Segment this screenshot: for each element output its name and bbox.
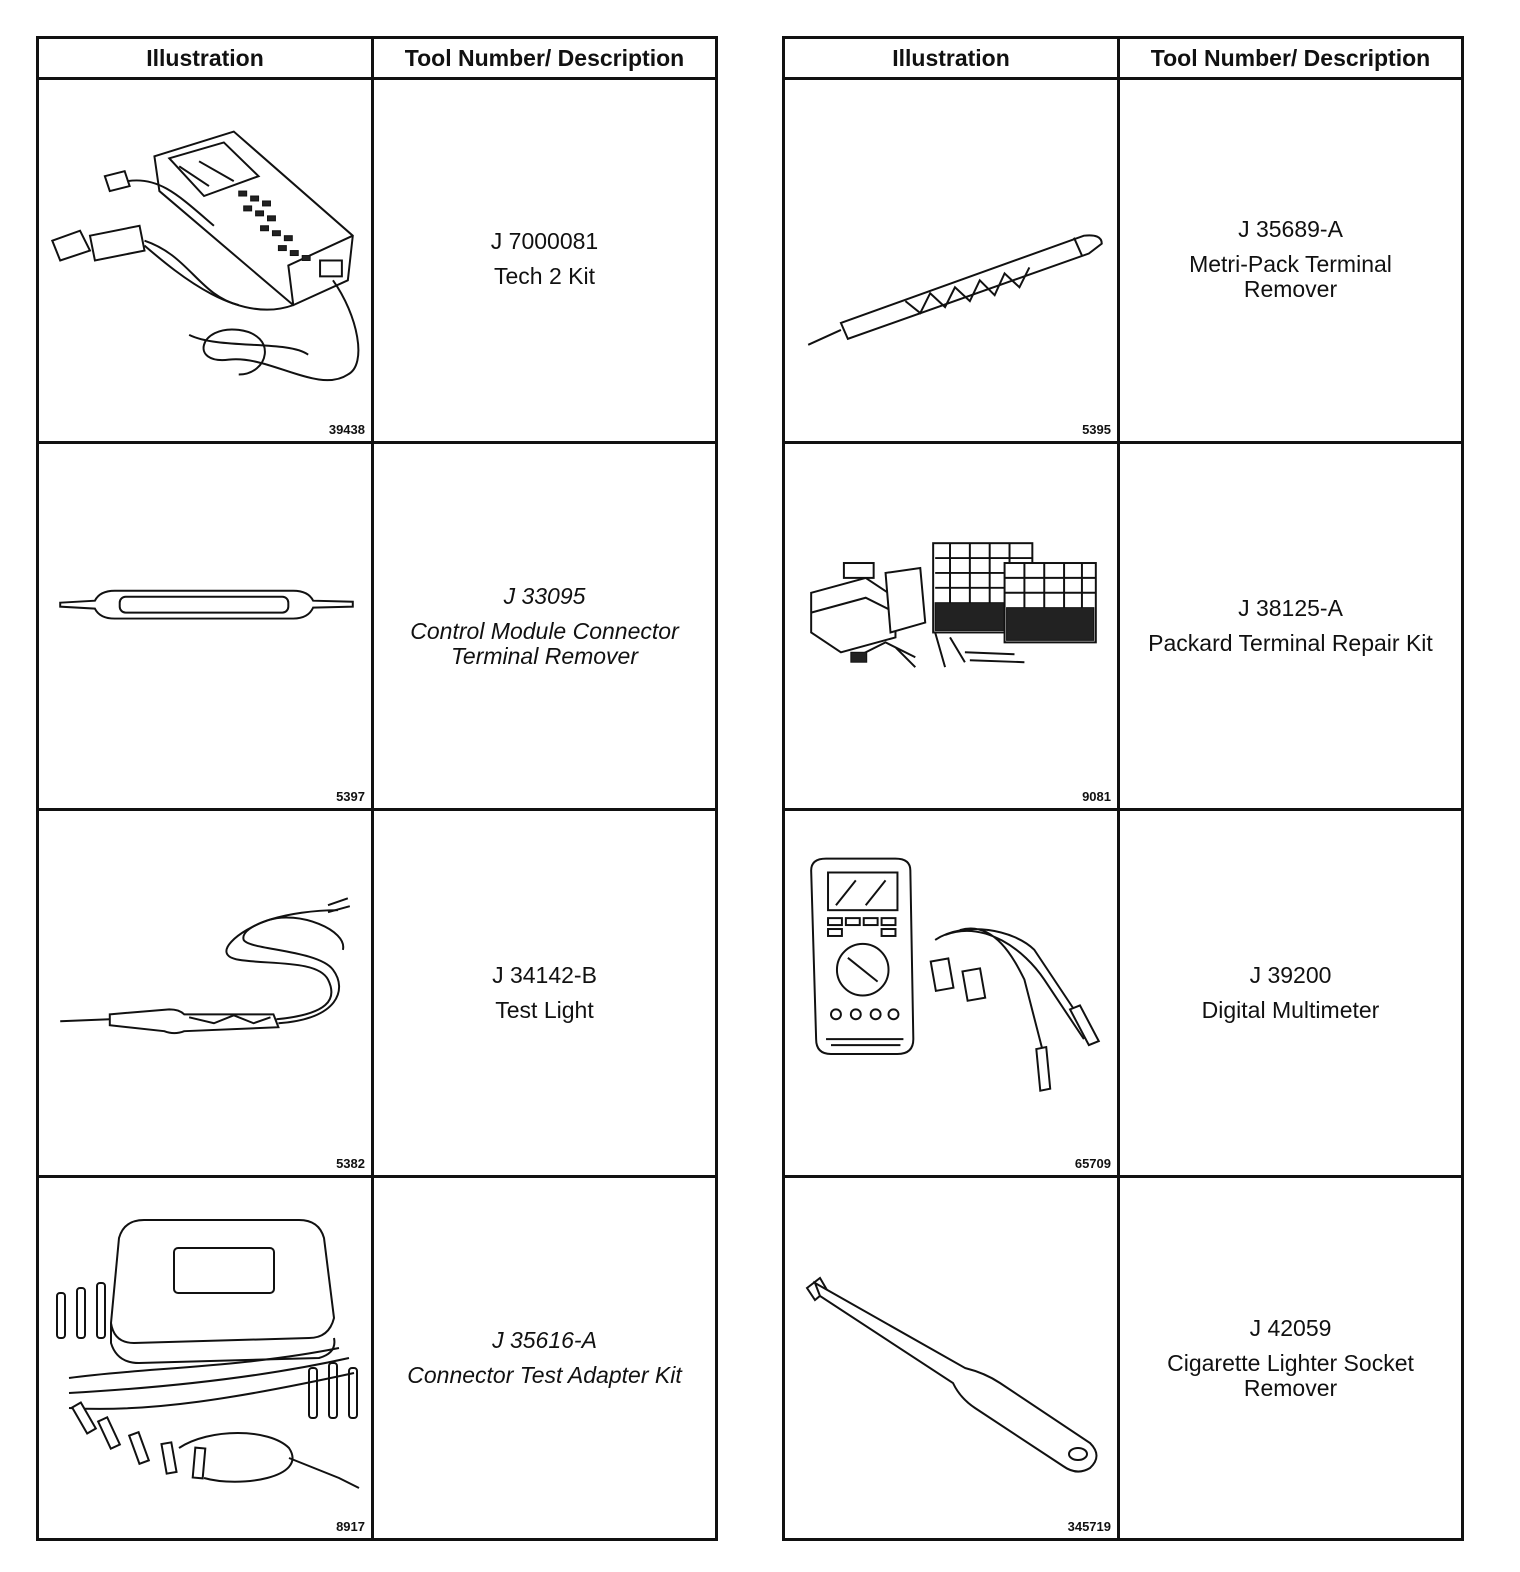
table-row <box>39 444 715 811</box>
illustration-terminal-remover <box>39 444 374 808</box>
figure-number: 39438 <box>328 422 365 437</box>
tool-description: Digital Multimeter <box>1201 997 1380 1023</box>
table-header <box>39 39 715 80</box>
illustration-connector-adapter-kit <box>39 1178 374 1538</box>
table-row <box>785 444 1461 811</box>
tech2-scan-tool-drawing <box>39 77 374 441</box>
tool-description-cell <box>374 77 715 441</box>
tool-description: Packard Terminal Repair Kit <box>1148 630 1433 656</box>
tool-description-cell <box>1120 811 1461 1175</box>
illustration-lighter-socket-remover <box>785 1178 1120 1538</box>
tool-description-cell <box>1120 77 1461 441</box>
tool-number: J 33095 <box>503 582 586 609</box>
header-tool-description: Tool Number/ Description <box>404 44 685 71</box>
table-row <box>785 811 1461 1178</box>
tool-description: Control Module Connector Terminal Remover <box>410 617 679 669</box>
table-header <box>785 39 1461 80</box>
illustration-tech2-kit <box>39 77 374 441</box>
terminal-remover-drawing <box>39 444 374 808</box>
tool-number: J 35616-A <box>492 1327 597 1353</box>
tool-number: J 7000081 <box>490 228 599 254</box>
illustration-test-light <box>39 811 374 1175</box>
tool-number: J 38125-A <box>1238 595 1343 621</box>
table-row <box>785 77 1461 444</box>
tool-number: J 34142-B <box>492 962 597 988</box>
table-row <box>39 811 715 1178</box>
header-tool-description: Tool Number/ Description <box>1150 44 1431 71</box>
figure-number: 9081 <box>1082 789 1111 804</box>
figure-number: 345719 <box>1067 1519 1111 1534</box>
tool-description: Cigarette Lighter Socket Remover <box>1167 1349 1414 1401</box>
packard-repair-kit-drawing <box>785 444 1120 808</box>
figure-number: 5382 <box>336 1156 365 1171</box>
tool-description-cell <box>374 811 715 1175</box>
tool-description-cell <box>374 444 715 808</box>
connector-adapter-kit-drawing <box>39 1178 374 1538</box>
test-light-drawing <box>39 811 374 1175</box>
tool-number: J 39200 <box>1249 962 1332 988</box>
tool-description: Connector Test Adapter Kit <box>407 1362 682 1388</box>
figure-number: 65709 <box>1074 1156 1111 1171</box>
table-row <box>785 1178 1461 1538</box>
illustration-metri-pack-remover <box>785 77 1120 441</box>
table-row <box>39 77 715 444</box>
tool-description: Test Light <box>495 997 594 1023</box>
figure-number: 8917 <box>336 1519 365 1534</box>
table-row <box>39 1178 715 1538</box>
tool-description-cell <box>374 1178 715 1538</box>
tool-description: Metri-Pack Terminal Remover <box>1189 250 1392 302</box>
tool-description-cell <box>1120 444 1461 808</box>
illustration-packard-repair-kit <box>785 444 1120 808</box>
header-illustration: Illustration <box>39 39 374 77</box>
figure-number: 5397 <box>336 789 365 804</box>
illustration-digital-multimeter <box>785 811 1120 1175</box>
left-tool-table <box>36 36 718 1541</box>
figure-number: 5395 <box>1082 422 1111 437</box>
tool-description: Tech 2 Kit <box>494 263 595 289</box>
digital-multimeter-drawing <box>785 811 1120 1175</box>
tool-number: J 42059 <box>1249 1314 1332 1341</box>
lighter-socket-remover-drawing <box>785 1178 1120 1538</box>
right-tool-table <box>782 36 1464 1541</box>
tool-number: J 35689-A <box>1238 215 1343 242</box>
metri-pack-remover-drawing <box>785 77 1120 441</box>
tool-description-cell <box>1120 1178 1461 1538</box>
header-illustration: Illustration <box>785 39 1120 77</box>
